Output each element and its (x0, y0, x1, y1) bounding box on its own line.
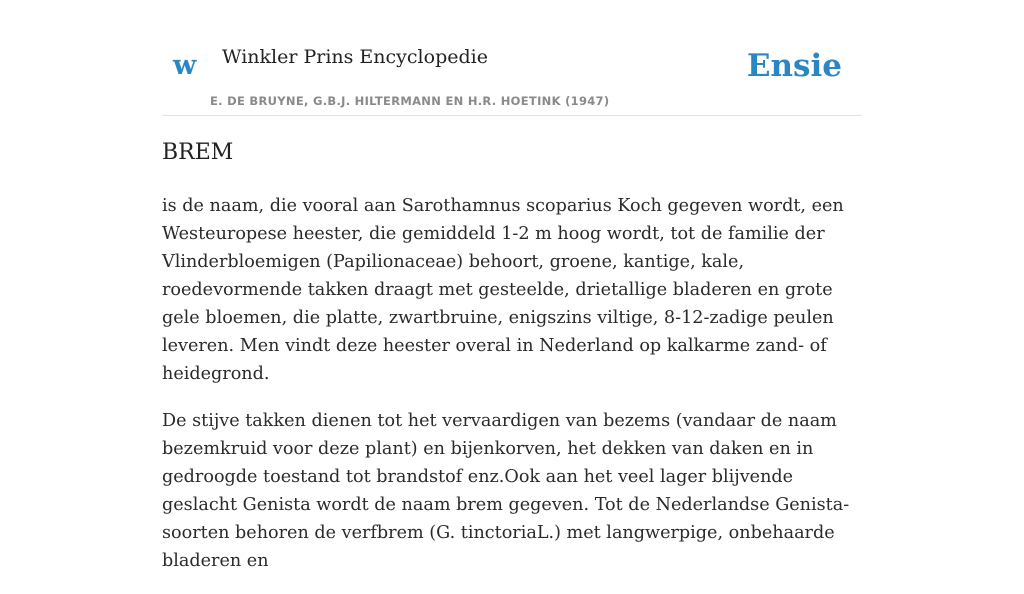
page-title: BREM (162, 140, 234, 165)
brand-logo[interactable]: Ensie (746, 48, 842, 84)
source-authors: E. DE BRUYNE, G.B.J. HILTERMANN EN H.R. HOETINK (1947) (210, 94, 610, 108)
article-paragraph: De stijve takken dienen tot het vervaardigen van bezems (vandaar de naam bezemkruid voor deze plant) en bijenkorven, het dekken van daken en in gedroogde toestand tot brandstof enz.Ook aan het veel lager blijvende geslacht Genista wordt de naam brem gegeven. Tot de Nederlandse Genista-soorten behoren de verfbrem (G. tinctoriaL.) met langwerpige, onbehaarde bladeren en (162, 411, 850, 571)
site-header (162, 36, 862, 116)
article-body (162, 192, 872, 594)
site-logo[interactable]: w (173, 50, 197, 81)
source-title-link[interactable]: Winkler Prins Encyclopedie (222, 46, 488, 68)
article-paragraph: is de naam, die vooral aan Sarothamnus scoparius Koch gegeven wordt, een Westeuropese heester, die gemiddeld 1-2 m hoog wordt, tot de familie der Vlinderbloemigen (Papilionaceae) behoort, groene, kantige, kale, roedevormende takken draagt met gesteelde, drietallige bladeren en grote gele bloemen, die platte, zwartbruine, enigszins viltige, 8-12-zadige peulen leveren. Men vindt deze heester overal in Nederland op kalkarme zand- of heidegrond. (162, 196, 844, 384)
